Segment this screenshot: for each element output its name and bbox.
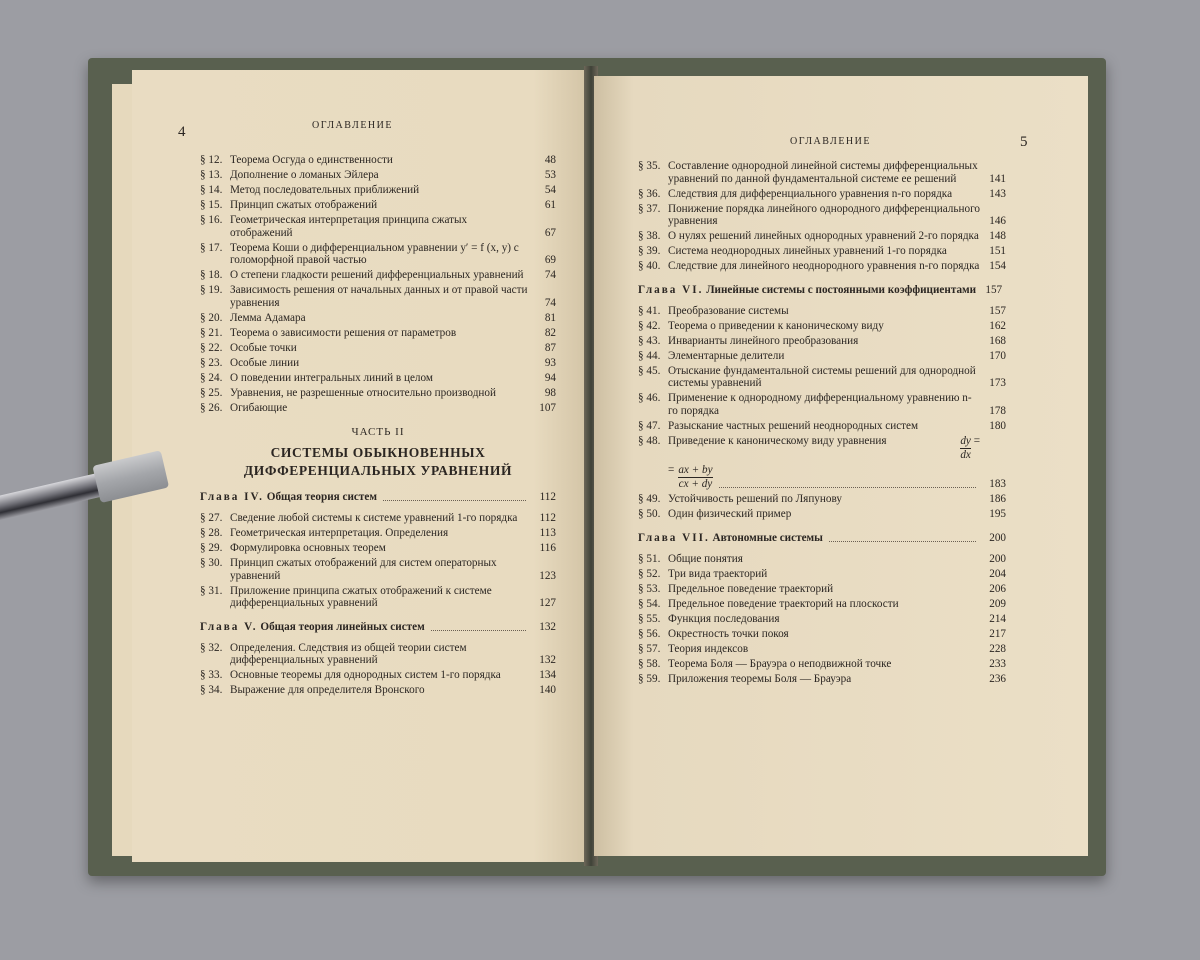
entry-text: Огибающие bbox=[230, 401, 288, 414]
toc-entry bbox=[200, 154, 556, 167]
chapter-page: 112 bbox=[539, 491, 556, 503]
page-ref: 94 bbox=[544, 371, 556, 384]
page-ref: 81 bbox=[544, 311, 556, 324]
entry-text: Принцип сжатых отображений для систем операторных уравнений bbox=[230, 557, 497, 582]
entry-text: Понижение порядка линейного однородного дифференциального уравнения bbox=[668, 202, 980, 227]
toc-section-ch6 bbox=[638, 305, 1006, 433]
section-number: § 56. bbox=[638, 627, 661, 640]
toc-entry bbox=[638, 188, 1006, 201]
toc-entry bbox=[638, 643, 1006, 656]
page-ref: 67 bbox=[544, 226, 556, 239]
page-ref: 107 bbox=[539, 401, 556, 414]
entry-text: О поведении интегральных линий в целом bbox=[230, 371, 433, 384]
toc-entry bbox=[200, 512, 556, 525]
entry-text: Особые точки bbox=[230, 341, 297, 354]
page-ref: 112 bbox=[539, 512, 556, 524]
toc-entry bbox=[638, 160, 1006, 185]
toc-entry bbox=[200, 527, 556, 540]
toc-entry bbox=[200, 312, 556, 325]
section-number: § 35. bbox=[638, 160, 661, 172]
section-number: § 39. bbox=[638, 245, 661, 257]
section-number: § 45. bbox=[638, 364, 661, 377]
section-number: § 50. bbox=[638, 508, 661, 520]
page-ref: 206 bbox=[989, 582, 1006, 595]
part-label: ЧАСТЬ II bbox=[351, 426, 405, 438]
chapter-page: 157 bbox=[985, 283, 1003, 296]
page-ref: 116 bbox=[539, 542, 556, 554]
entry-text: Окрестность точки покоя bbox=[668, 627, 789, 640]
section-number: § 20. bbox=[200, 311, 223, 324]
entry-text: Приложение принципа сжатых отображений к системе дифференциальных уравнений bbox=[230, 584, 492, 609]
running-head: ОГЛАВЛЕНИЕ bbox=[790, 136, 871, 147]
section-number: § 29. bbox=[200, 542, 223, 554]
page-ref: 200 bbox=[989, 552, 1006, 565]
page-ref: 93 bbox=[544, 356, 556, 369]
section-number: § 34. bbox=[200, 684, 223, 696]
toc-section-top bbox=[638, 160, 1006, 273]
section-number: § 40. bbox=[638, 260, 661, 272]
toc-entry bbox=[200, 357, 556, 370]
page-ref: 132 bbox=[539, 654, 556, 666]
toc-section-ch6b bbox=[638, 493, 1006, 521]
entry-text: Один физический пример bbox=[668, 508, 792, 520]
page-ref: 127 bbox=[539, 597, 556, 609]
section-number: § 14. bbox=[200, 184, 223, 196]
entry-text: Теорема о зависимости решения от параметров bbox=[230, 326, 457, 339]
section-number: § 42. bbox=[638, 319, 661, 332]
entry-text: Уравнения, не разрешенные относительно производной bbox=[230, 386, 496, 399]
toc-entry bbox=[200, 342, 556, 355]
entry-text: Три вида траекторий bbox=[668, 567, 768, 580]
section-number: § 54. bbox=[638, 597, 661, 610]
section-number: § 16. bbox=[200, 214, 223, 226]
section-number: § 43. bbox=[638, 334, 661, 347]
page-ref: 123 bbox=[539, 569, 556, 582]
toc-entry bbox=[638, 568, 1006, 581]
toc-entry bbox=[200, 327, 556, 340]
toc-entry bbox=[638, 420, 1006, 433]
page-ref: 178 bbox=[989, 404, 1006, 417]
page-ref: 69 bbox=[544, 254, 556, 266]
running-head: ОГЛАВЛЕНИЕ bbox=[312, 120, 393, 131]
page-ref: 87 bbox=[544, 341, 556, 354]
chapter-heading bbox=[200, 491, 556, 504]
toc-entry bbox=[638, 305, 1006, 318]
page-ref: 54 bbox=[544, 184, 556, 196]
section-number: § 53. bbox=[638, 582, 661, 595]
page-ref: 183 bbox=[989, 478, 1006, 490]
section-number: § 37. bbox=[638, 202, 661, 215]
toc-entry bbox=[638, 320, 1006, 333]
section-number: § 59. bbox=[638, 672, 661, 685]
entry-text: Устойчивость решений по Ляпунову bbox=[668, 493, 842, 505]
section-number: § 19. bbox=[200, 284, 223, 296]
toc-entry bbox=[638, 260, 1006, 273]
chapter-label: Глава IV. bbox=[200, 491, 264, 503]
toc-entry bbox=[200, 669, 556, 682]
section-number: § 26. bbox=[200, 401, 223, 414]
page-ref: 53 bbox=[544, 169, 556, 181]
section-number: § 49. bbox=[638, 493, 661, 505]
toc-entry bbox=[200, 242, 556, 267]
left-page bbox=[132, 70, 588, 862]
entry-text: Особые линии bbox=[230, 356, 300, 369]
section-number: § 57. bbox=[638, 642, 661, 655]
chapter-label: Глава VI. bbox=[638, 283, 704, 296]
toc-entry bbox=[638, 365, 1006, 390]
chapter-label: Глава V. bbox=[200, 620, 258, 633]
page-ref: 98 bbox=[544, 386, 556, 399]
entry-text: Геометрическая интерпретация принципа сжатых отображений bbox=[230, 214, 468, 239]
toc-entry bbox=[638, 613, 1006, 626]
entry-text: Приложения теоремы Боля — Брауэра bbox=[668, 672, 852, 685]
toc-entry bbox=[200, 284, 556, 309]
entry-text: Преобразование системы bbox=[668, 304, 789, 317]
entry-text: Составление однородной линейной системы дифференциальных уравнений по данной фундаментальной системе ее решений bbox=[668, 160, 978, 185]
section-number: § 30. bbox=[200, 557, 223, 569]
toc-entry bbox=[200, 402, 556, 415]
page-ref: 162 bbox=[989, 319, 1006, 332]
page-ref: 228 bbox=[989, 642, 1006, 655]
entry-text: Следствия для дифференциального уравнения n-го порядка bbox=[668, 187, 953, 200]
page-ref: 61 bbox=[544, 199, 556, 211]
page-ref: 134 bbox=[539, 669, 556, 681]
page-ref: 151 bbox=[989, 245, 1006, 257]
chapter-heading bbox=[638, 532, 1006, 545]
section-number: § 17. bbox=[200, 241, 223, 254]
entry-text: О степени гладкости решений дифференциальных уравнений bbox=[230, 269, 524, 281]
toc-entry bbox=[638, 350, 1006, 363]
entry-text: Предельное поведение траекторий bbox=[668, 582, 834, 595]
entry-text: Теорема Боля — Брауэра о неподвижной точке bbox=[668, 657, 892, 670]
page-ref: 233 bbox=[989, 657, 1006, 670]
section-number: § 24. bbox=[200, 371, 223, 384]
chapter-heading bbox=[200, 621, 556, 634]
toc-section-ch7 bbox=[638, 553, 1006, 686]
page-ref: 74 bbox=[544, 296, 556, 309]
entry-text: Формулировка основных теорем bbox=[230, 542, 386, 554]
entry-text: Теорема Коши о дифференциальном уравнении y′ = f (x, y) с голоморфной правой частью bbox=[230, 241, 519, 266]
entry-text: Лемма Адамара bbox=[230, 311, 306, 324]
section-number: § 55. bbox=[638, 612, 661, 625]
page-ref: 154 bbox=[989, 260, 1006, 272]
toc-entry bbox=[638, 335, 1006, 348]
section-number: § 41. bbox=[638, 304, 661, 317]
toc-entry bbox=[200, 557, 556, 582]
entry-text: Зависимость решения от начальных данных и от правой части уравнения bbox=[230, 284, 528, 309]
entry-text: Функция последования bbox=[668, 612, 780, 625]
toc-right bbox=[638, 160, 1006, 688]
page-ref: 143 bbox=[989, 187, 1006, 200]
chapter-title: Общая теория линейных систем bbox=[260, 620, 425, 633]
toc-entry bbox=[200, 269, 556, 282]
right-page bbox=[594, 76, 1088, 856]
chapter-page: 132 bbox=[539, 620, 556, 633]
section-number: § 12. bbox=[200, 154, 223, 166]
section-number: § 33. bbox=[200, 669, 223, 681]
page-ref: 157 bbox=[989, 304, 1006, 317]
page-ref: 195 bbox=[989, 508, 1006, 520]
section-number: § 25. bbox=[200, 386, 223, 399]
toc-entry bbox=[638, 493, 1006, 506]
page-ref: 82 bbox=[544, 326, 556, 339]
chapter-page: 200 bbox=[989, 531, 1006, 544]
fraction-ax-by: $\frac{ax + by}{cx + dy}$ bbox=[678, 463, 713, 490]
toc-entry bbox=[200, 585, 556, 610]
section-number: § 52. bbox=[638, 567, 661, 580]
page-ref: 140 bbox=[539, 684, 556, 696]
page-ref: 168 bbox=[989, 334, 1006, 347]
entry-text: Отыскание фундаментальной системы решений для однородной системы уравнений bbox=[668, 364, 976, 389]
page-ref: 217 bbox=[989, 627, 1006, 640]
page-ref: 48 bbox=[544, 154, 556, 166]
entry-text: Геометрическая интерпретация. Определения bbox=[230, 527, 449, 539]
entry-text: Сведение любой системы к системе уравнений 1-го порядка bbox=[230, 512, 518, 524]
toc-entry bbox=[200, 387, 556, 400]
entry-text: Элементарные делители bbox=[668, 349, 785, 362]
entry-text: Разыскание частных решений неоднородных систем bbox=[668, 419, 919, 432]
section-number: § 27. bbox=[200, 512, 223, 524]
section-number: § 21. bbox=[200, 326, 223, 339]
toc-entry bbox=[638, 203, 1006, 228]
section-number: § 47. bbox=[638, 419, 661, 432]
entry-text: Теория индексов bbox=[668, 642, 749, 655]
section-number: § 31. bbox=[200, 584, 223, 597]
toc-entry bbox=[638, 583, 1006, 596]
section-number: § 51. bbox=[638, 552, 661, 565]
section-number: § 22. bbox=[200, 341, 223, 354]
entry-text: Следствие для линейного неоднородного уравнения n-го порядка bbox=[668, 260, 980, 272]
section-number: § 58. bbox=[638, 657, 661, 670]
section-number: § 32. bbox=[200, 641, 223, 654]
page-ref: 214 bbox=[989, 612, 1006, 625]
page-ref: 113 bbox=[539, 527, 556, 539]
toc-entry bbox=[638, 230, 1006, 243]
page-ref: 148 bbox=[989, 230, 1006, 242]
page-ref: 74 bbox=[544, 269, 556, 281]
page-ref: 141 bbox=[989, 172, 1006, 185]
section-number: § 18. bbox=[200, 269, 223, 281]
section-number: § 15. bbox=[200, 199, 223, 211]
toc-entry bbox=[638, 658, 1006, 671]
page-number: 4 bbox=[178, 124, 186, 140]
toc-entry bbox=[638, 628, 1006, 641]
entry-text: Определения. Следствия из общей теории систем дифференциальных уравнений bbox=[230, 641, 467, 666]
chapter-title: Линейные системы с постоянными коэффициентами bbox=[706, 283, 977, 296]
toc-entry bbox=[200, 642, 556, 667]
section-number: § 36. bbox=[638, 187, 661, 200]
entry-text: Метод последовательных приближений bbox=[230, 184, 420, 196]
entry-text: О нулях решений линейных однородных уравнений 2-го порядка bbox=[668, 230, 979, 242]
toc-entry bbox=[200, 184, 556, 197]
entry-text: Теорема о приведении к каноническому виду bbox=[668, 319, 884, 332]
page-ref: 170 bbox=[989, 349, 1006, 362]
entry-text: Предельное поведение траекторий на плоскости bbox=[668, 597, 899, 610]
entry-text: Инварианты линейного преобразования bbox=[668, 334, 859, 347]
chapter-heading bbox=[638, 284, 1006, 297]
entry-text: Приведение к каноническому виду уравнения bbox=[668, 434, 887, 447]
page-ref: 186 bbox=[989, 493, 1006, 505]
toc-entry bbox=[638, 508, 1006, 521]
section-number: § 38. bbox=[638, 230, 661, 242]
toc-entry bbox=[200, 684, 556, 697]
toc-entry bbox=[200, 542, 556, 555]
section-number: § 13. bbox=[200, 169, 223, 181]
toc-left bbox=[200, 154, 556, 699]
toc-entry bbox=[638, 392, 1006, 417]
page-ref: 204 bbox=[989, 567, 1006, 580]
toc-entry bbox=[200, 199, 556, 212]
toc-section-ch4 bbox=[200, 512, 556, 610]
chapter-title: Автономные системы bbox=[712, 531, 823, 544]
page-number: 5 bbox=[1020, 134, 1028, 150]
entry-text: Применение к однородному дифференциальному уравнению n-го порядка bbox=[668, 392, 972, 417]
toc-entry bbox=[200, 372, 556, 385]
chapter-label: Глава VII. bbox=[638, 531, 710, 544]
toc-entry bbox=[200, 169, 556, 182]
page-ref: 180 bbox=[989, 419, 1006, 432]
section-number: § 46. bbox=[638, 392, 661, 404]
section-number: § 44. bbox=[638, 349, 661, 362]
toc-entry: § 48. Приведение к каноническому виду уравнения $\frac{dy}{dx}$ = = $\frac{ax + by}{cx + dy}$ 183 bbox=[638, 434, 1006, 490]
page-ref: 209 bbox=[989, 597, 1006, 610]
page-ref: 173 bbox=[989, 377, 1006, 389]
chapter-title: Общая теория систем bbox=[266, 491, 377, 503]
section-number: § 23. bbox=[200, 356, 223, 369]
entry-text: Система неоднородных линейных уравнений 1-го порядка bbox=[668, 245, 947, 257]
page-ref: 146 bbox=[989, 215, 1006, 227]
toc-entry bbox=[638, 553, 1006, 566]
toc-entry bbox=[638, 598, 1006, 611]
section-number: § 48. bbox=[638, 434, 661, 447]
fraction-dy-dx: $\frac{dy}{dx}$ bbox=[960, 434, 971, 461]
entry-text: Основные теоремы для однородных систем 1-го порядка bbox=[230, 669, 501, 681]
part-title: СИСТЕМЫ ОБЫКНОВЕННЫХ ДИФФЕРЕНЦИАЛЬНЫХ УРАВНЕНИЙ bbox=[243, 445, 513, 478]
entry-text: Теорема Осгуда о единственности bbox=[230, 154, 393, 166]
toc-entry bbox=[200, 214, 556, 239]
toc-entry bbox=[638, 673, 1006, 686]
entry-text: Принцип сжатых отображений bbox=[230, 199, 378, 211]
entry-text: Выражение для определителя Вронского bbox=[230, 684, 425, 696]
entry-text: Дополнение о ломаных Эйлера bbox=[230, 169, 379, 181]
entry-text: Общие понятия bbox=[668, 552, 743, 565]
toc-entry bbox=[638, 245, 1006, 258]
page-ref: 236 bbox=[989, 672, 1006, 685]
toc-section-ch5 bbox=[200, 642, 556, 697]
toc-section-top bbox=[200, 154, 556, 414]
section-number: § 28. bbox=[200, 527, 223, 539]
